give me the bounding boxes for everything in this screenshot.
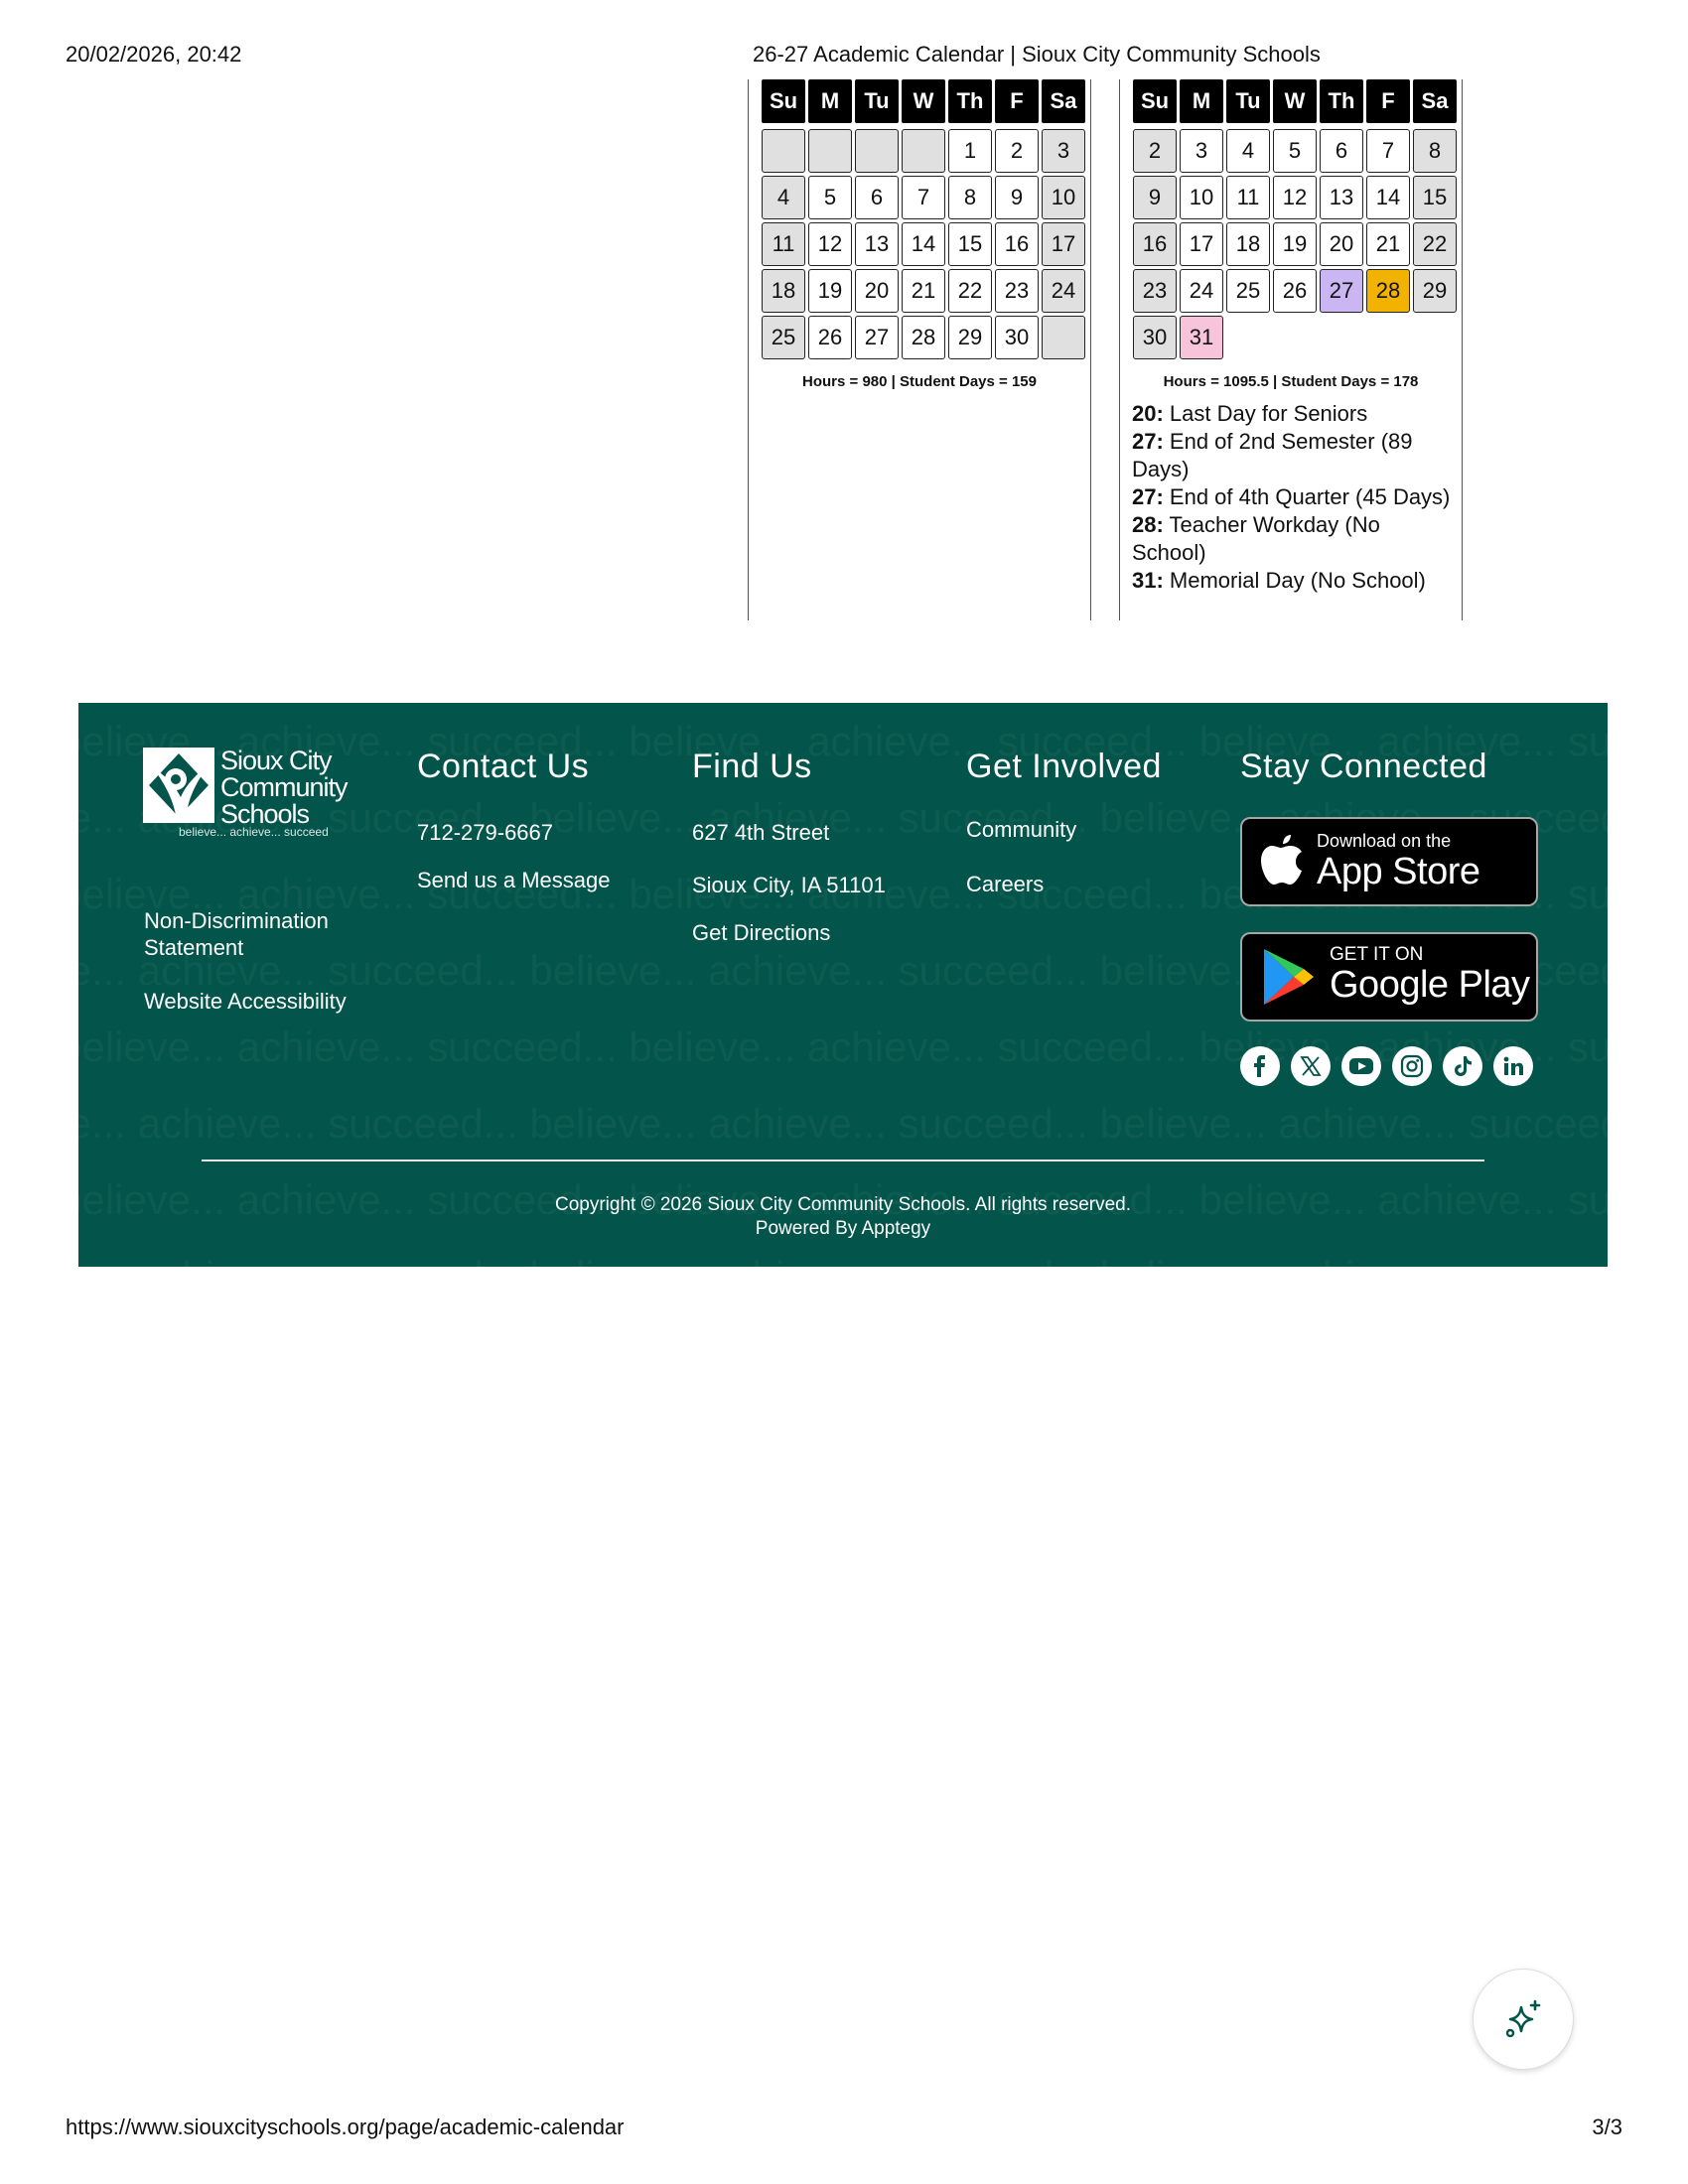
calendar-empty-slot [1226, 316, 1268, 357]
community-link[interactable]: Community [966, 817, 1077, 842]
district-logo[interactable] [143, 748, 361, 842]
linkedin-icon[interactable] [1493, 1046, 1533, 1086]
get-directions-link[interactable]: Get Directions [692, 920, 831, 945]
app-store-big-text: App Store [1317, 851, 1480, 892]
calendar-day-cell: 6 [1320, 129, 1363, 173]
involved-column [966, 748, 1162, 786]
calendar-day-cell: 16 [1133, 222, 1177, 266]
event-day: 27: [1132, 429, 1164, 454]
weekday-header: M [808, 79, 852, 123]
calendar-day-cell: 9 [1133, 176, 1177, 219]
calendar-day-cell: 20 [855, 269, 899, 313]
calendar-day-cell: 22 [948, 269, 992, 313]
calendar-day-cell: 26 [808, 316, 852, 359]
logo-line: Community [220, 772, 348, 802]
calendar-day-cell: 5 [1273, 129, 1317, 173]
calendar-day-cell: 31 [1180, 316, 1223, 359]
calendar-day-cell: 14 [902, 222, 945, 266]
watermark-row [78, 1238, 1608, 1267]
calendar-day-cell: 10 [1042, 176, 1085, 219]
calendar-day-cell: 26 [1273, 269, 1317, 313]
calendar-week-row [1133, 173, 1460, 219]
logo-emblem-icon [143, 748, 214, 823]
weekday-header-row [1133, 79, 1460, 126]
calendar-day-cell: 27 [855, 316, 899, 359]
find-column [692, 748, 812, 786]
calendar-day-cell: 3 [1042, 129, 1085, 173]
calendar-day-cell: 25 [762, 316, 805, 359]
calendar-day-cell: 29 [1413, 269, 1457, 313]
website-accessibility-link[interactable]: Website Accessibility [144, 989, 347, 1014]
event-text: End of 4th Quarter (45 Days) [1169, 484, 1451, 509]
weekday-header: Sa [1413, 79, 1457, 123]
weekday-header: M [1180, 79, 1223, 123]
phone-link[interactable]: 712-279-6667 [417, 820, 554, 845]
print-header [66, 42, 1622, 71]
google-play-big-text: Google Play [1330, 964, 1530, 1006]
calendar-day-cell: 16 [995, 222, 1039, 266]
calendar-day-cell: 12 [1273, 176, 1317, 219]
calendar-day-cell: 21 [1366, 222, 1410, 266]
calendar-day-cell: 17 [1180, 222, 1223, 266]
calendar-day-cell: 7 [1366, 129, 1410, 173]
print-url: https://www.siouxcityschools.org/page/academic-calendar [66, 2115, 625, 2139]
calendar-day-cell [1042, 316, 1085, 359]
footer-divider [202, 1160, 1484, 1161]
calendar-day-cell: 28 [1366, 269, 1410, 313]
calendar-day-cell: 21 [902, 269, 945, 313]
calendar-day-cell: 2 [1133, 129, 1177, 173]
calendar-day-cell: 13 [855, 222, 899, 266]
weekday-header: Su [762, 79, 805, 123]
weekday-header: W [1273, 79, 1317, 123]
copyright-block [78, 1193, 1608, 1241]
facebook-icon[interactable] [1240, 1046, 1280, 1086]
calendar-empty-slot [1271, 316, 1313, 357]
event-item [1132, 400, 1455, 428]
calendar-day-cell: 15 [948, 222, 992, 266]
calendar-week-row [1133, 313, 1460, 359]
calendar-empty-slot [1405, 316, 1447, 357]
weekday-header: Sa [1042, 79, 1085, 123]
calendar-day-cell: 8 [1413, 129, 1457, 173]
calendar-day-cell: 19 [1273, 222, 1317, 266]
calendar-day-cell: 12 [808, 222, 852, 266]
calendar-day-cell: 4 [762, 176, 805, 219]
calendar-day-cell: 7 [902, 176, 945, 219]
calendar-day-cell: 19 [808, 269, 852, 313]
event-day: 31: [1132, 568, 1164, 593]
watermark-row [78, 1085, 1608, 1161]
print-page-number: 3/3 [1592, 2115, 1622, 2139]
calendar-week-row [1133, 266, 1460, 313]
calendar-day-cell: 1 [948, 129, 992, 173]
app-store-button[interactable] [1240, 817, 1538, 906]
calendar-day-cell: 22 [1413, 222, 1457, 266]
calendar-week-row [1133, 126, 1460, 173]
apple-icon [1260, 835, 1304, 887]
hours-summary: Hours = 980 | Student Days = 159 [802, 373, 1037, 390]
calendar-day-cell: 23 [995, 269, 1039, 313]
google-play-small-text: GET IT ON [1330, 944, 1424, 965]
calendar-grid-left [762, 79, 1088, 359]
instagram-icon[interactable] [1392, 1046, 1432, 1086]
logo-line: Sioux City [220, 746, 332, 775]
calendar-day-cell: 4 [1226, 129, 1270, 173]
calendar-day-cell: 24 [1042, 269, 1085, 313]
event-item [1132, 428, 1455, 483]
calendar-day-cell [808, 129, 852, 173]
event-list [1132, 400, 1455, 595]
weekday-header: Tu [855, 79, 899, 123]
print-title: 26-27 Academic Calendar | Sioux City Community Schools [753, 42, 1321, 67]
calendar-week-row [762, 173, 1088, 219]
calendar-day-cell: 8 [948, 176, 992, 219]
ai-assistant-button[interactable] [1473, 1969, 1574, 2070]
calendar-empty-slot [1316, 316, 1357, 357]
copyright-text: Copyright © 2026 Sioux City Community Schools. All rights reserved. [554, 1194, 1132, 1215]
weekday-header: Th [948, 79, 992, 123]
calendar-day-cell: 18 [762, 269, 805, 313]
weekday-header: Th [1320, 79, 1363, 123]
calendar-day-cell: 10 [1180, 176, 1223, 219]
sparkle-icon [1501, 1997, 1545, 2041]
google-play-icon [1260, 947, 1316, 1007]
event-text: Last Day for Seniors [1169, 401, 1368, 426]
calendar-day-cell: 29 [948, 316, 992, 359]
calendar-day-cell [855, 129, 899, 173]
logo-tagline: believe... achieve... succeed [179, 825, 329, 839]
event-text: Teacher Workday (No School) [1132, 512, 1380, 565]
calendar-day-cell: 11 [1226, 176, 1270, 219]
weekday-header: Tu [1226, 79, 1270, 123]
calendar-week-row [762, 313, 1088, 359]
youtube-icon[interactable] [1341, 1046, 1381, 1086]
event-day: 20: [1132, 401, 1164, 426]
powered-by-link[interactable]: Powered By Apptegy [755, 1218, 931, 1239]
contact-heading: Contact Us [417, 748, 590, 785]
calendar-day-cell: 24 [1180, 269, 1223, 313]
calendar-day-cell: 20 [1320, 222, 1363, 266]
find-heading: Find Us [692, 748, 812, 785]
month-panel-left [748, 79, 1091, 620]
event-day: 28: [1132, 512, 1164, 537]
calendar-day-cell: 18 [1226, 222, 1270, 266]
calendar-day-cell: 28 [902, 316, 945, 359]
event-text: End of 2nd Semester (89 Days) [1132, 429, 1413, 481]
calendar-empty-slot [1360, 316, 1402, 357]
involved-heading: Get Involved [966, 748, 1162, 785]
print-date: 20/02/2026, 20:42 [66, 42, 242, 67]
calendar-day-cell: 23 [1133, 269, 1177, 313]
connected-column [1240, 748, 1487, 786]
non-discrimination-link[interactable]: Non-Discrimination Statement [144, 908, 329, 960]
event-item [1132, 511, 1455, 567]
calendar-week-row [762, 126, 1088, 173]
calendar-day-cell: 2 [995, 129, 1039, 173]
calendar-day-cell: 11 [762, 222, 805, 266]
weekday-header: F [995, 79, 1039, 123]
month-panel-right [1119, 79, 1463, 620]
contact-column [417, 748, 589, 786]
logo-wordmark [220, 748, 348, 828]
google-play-button[interactable] [1240, 932, 1538, 1022]
calendar-day-cell: 30 [995, 316, 1039, 359]
weekday-header: F [1366, 79, 1410, 123]
calendar-week-row [762, 266, 1088, 313]
calendar-day-cell: 15 [1413, 176, 1457, 219]
weekday-header-row [762, 79, 1088, 126]
site-footer [78, 703, 1608, 1267]
hours-summary: Hours = 1095.5 | Student Days = 178 [1163, 373, 1419, 390]
calendar-day-cell [902, 129, 945, 173]
event-text: Memorial Day (No School) [1169, 568, 1426, 593]
calendar-day-cell: 30 [1133, 316, 1177, 359]
send-message-link[interactable]: Send us a Message [417, 868, 611, 892]
weekday-header: W [902, 79, 945, 123]
app-store-small-text: Download on the [1317, 831, 1452, 851]
calendar-day-cell: 3 [1180, 129, 1223, 173]
calendar-week-row [1133, 219, 1460, 266]
logo-line: Schools [220, 799, 310, 829]
calendar-grid-right [1133, 79, 1460, 359]
calendar-day-cell: 14 [1366, 176, 1410, 219]
calendar-day-cell: 5 [808, 176, 852, 219]
connected-heading: Stay Connected [1240, 748, 1487, 785]
calendar-day-cell: 25 [1226, 269, 1270, 313]
tiktok-icon[interactable] [1443, 1046, 1482, 1086]
calendar-day-cell: 13 [1320, 176, 1363, 219]
address-city: Sioux City, IA 51101 [692, 873, 886, 897]
event-day: 27: [1132, 484, 1164, 509]
careers-link[interactable]: Careers [966, 872, 1045, 896]
calendar-day-cell [762, 129, 805, 173]
x-icon[interactable] [1291, 1046, 1331, 1086]
calendar-day-cell: 9 [995, 176, 1039, 219]
address-street: 627 4th Street [692, 820, 830, 845]
calendar-day-cell: 6 [855, 176, 899, 219]
calendar-day-cell: 17 [1042, 222, 1085, 266]
event-item [1132, 567, 1455, 595]
event-item [1132, 483, 1455, 511]
calendar-day-cell: 27 [1320, 269, 1363, 313]
calendar-week-row [762, 219, 1088, 266]
weekday-header: Su [1133, 79, 1177, 123]
